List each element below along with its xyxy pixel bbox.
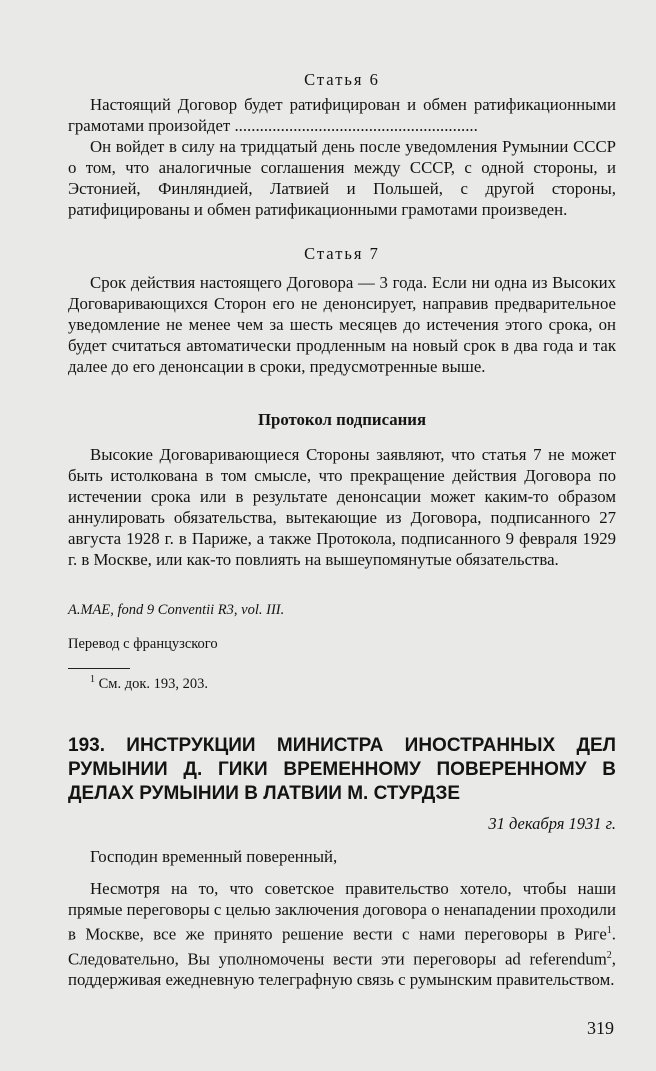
article-6-heading: Статья 6	[304, 70, 380, 89]
footnote-ref-1: 1	[606, 925, 612, 936]
protocol-heading: Протокол подписания	[257, 410, 427, 429]
document-date: 31 декабря 1931 г.	[488, 814, 616, 833]
article-6-paragraph-1-text: Настоящий Договор будет ратифицирован и обмен ратификационными грамотами произойдет	[68, 95, 616, 135]
footnote	[90, 674, 638, 693]
protocol-text	[68, 444, 616, 570]
body-text-part-1: Несмотря на то, что советское правительство хотело, чтобы наши прямые переговоры с целью заключения договора о ненападении проходили в Москве, все же принято решение вести с нами переговоры в Риге	[68, 879, 616, 944]
article-6-paragraph-2: Он войдет в силу на тридцатый день после уведомления Румынии СССР о том, что аналогичные соглашения между СССР, с одной стороны, и Эстонией, Финляндией, Латвией и Польшей, с другой стороны, ратифицированы и обмен ратификационными грамотами произведен.	[68, 137, 616, 219]
footnote-text: См. док. 193, 203.	[98, 675, 209, 692]
article-6-text	[68, 94, 616, 220]
page-number: 319	[587, 1018, 614, 1038]
footnote-mark: 1	[90, 674, 95, 685]
footnote-divider	[68, 668, 130, 669]
document-title: 193. ИНСТРУКЦИИ МИНИСТРА ИНОСТРАННЫХ ДЕЛ РУМЫНИИ Д. ГИКИ ВРЕМЕННОМУ ПОВЕРЕННОМУ В ДЕЛАХ РУМЫНИИ В ЛАТВИИ М. СТУРДЗЕ	[68, 735, 616, 804]
translation-note: Перевод с французского	[68, 636, 218, 652]
ellipsis-dots: ..........................................................	[234, 116, 478, 135]
body-text-part-2: . Следовательно, Вы уполномочены вести эти переговоры ad referendum	[68, 924, 616, 969]
document-body	[68, 878, 616, 990]
article-7-text	[68, 272, 616, 377]
document-body-paragraph	[68, 878, 616, 990]
protocol-paragraph: Высокие Договаривающиеся Стороны заявляют, что статья 7 не может быть истолкована в том смысле, что прекращение действия Договора по истечении срока или в результате денонсации может каким-то образом аннулировать обязательства, вытекающие из Договора, подписанного 27 августа 1928 г. в Париже, а также Протокола, подписанного 9 февраля 1929 г. в Москве, или как-то повлиять на вышеупомянутые обязательства.	[68, 445, 616, 569]
salutation: Господин временный поверенный,	[90, 847, 338, 866]
body-text-part-3: , поддерживая ежедневную телеграфную связь с румынским правительством.	[68, 949, 616, 990]
salutation-block	[68, 846, 616, 867]
footnote-ref-2: 2	[606, 949, 612, 961]
archive-source: A.MAE, fond 9 Conventii R3, vol. III.	[68, 602, 285, 618]
article-7-heading: Статья 7	[304, 244, 380, 263]
article-7-paragraph: Срок действия настоящего Договора — 3 года. Если ни одна из Высоких Договаривающихся Сторон его не денонсирует, направив предварительное уведомление не менее чем за шесть месяцев до истечения этого срока, он будет считаться автоматически продленным на новый срок в два года и так далее до его денонсации в сроки, предусмотренные выше.	[68, 273, 616, 376]
document-title-block	[68, 734, 616, 806]
article-6-paragraph-1	[68, 94, 616, 136]
